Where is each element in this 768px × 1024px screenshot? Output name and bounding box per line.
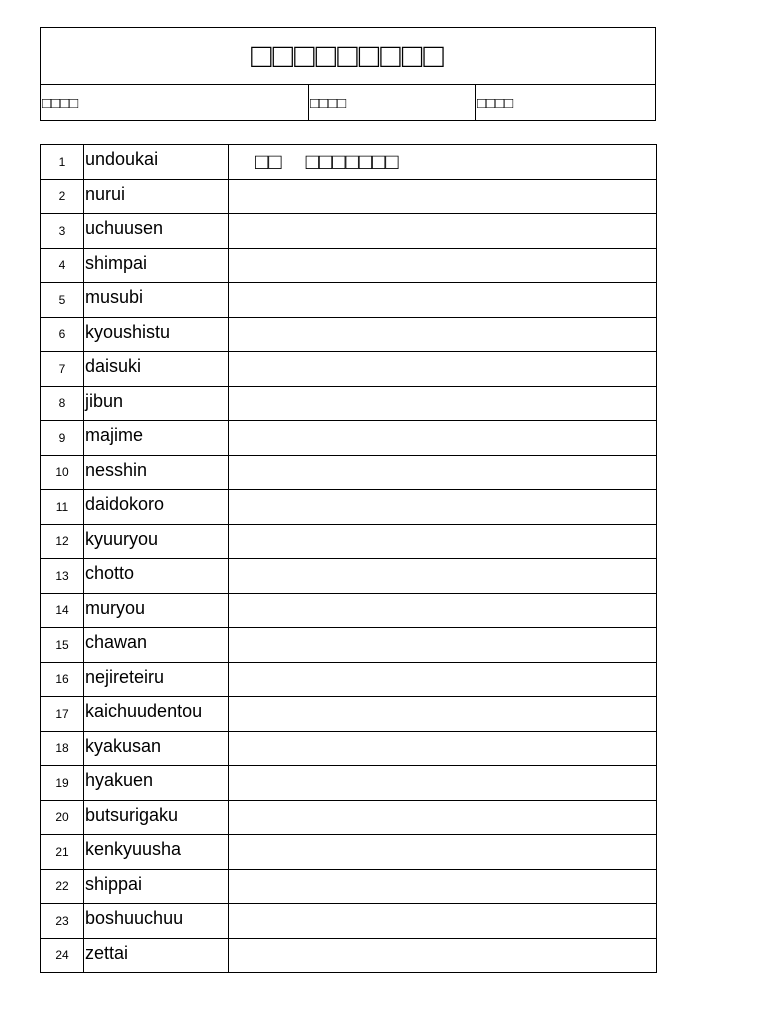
romaji-word: jibun bbox=[84, 386, 229, 421]
row-number: 19 bbox=[41, 766, 84, 801]
row-number: 18 bbox=[41, 731, 84, 766]
row-number: 6 bbox=[41, 317, 84, 352]
row-number: 2 bbox=[41, 179, 84, 214]
table-row bbox=[41, 697, 657, 732]
row-number: 13 bbox=[41, 559, 84, 594]
answer-header-text: □□□□□□□ bbox=[305, 149, 399, 174]
answer-cell[interactable] bbox=[229, 628, 657, 663]
info-field-1: □□□□ bbox=[41, 85, 309, 121]
row-number: 20 bbox=[41, 800, 84, 835]
table-row bbox=[41, 800, 657, 835]
word-table bbox=[40, 144, 657, 973]
row-number: 8 bbox=[41, 386, 84, 421]
table-row bbox=[41, 731, 657, 766]
answer-cell[interactable] bbox=[229, 179, 657, 214]
answer-cell[interactable] bbox=[229, 352, 657, 387]
row-number: 12 bbox=[41, 524, 84, 559]
romaji-word: chawan bbox=[84, 628, 229, 663]
answer-cell[interactable] bbox=[229, 593, 657, 628]
answer-cell[interactable] bbox=[229, 662, 657, 697]
romaji-word: shimpai bbox=[84, 248, 229, 283]
table-row bbox=[41, 835, 657, 870]
table-row bbox=[41, 386, 657, 421]
romaji-word: daidokoro bbox=[84, 490, 229, 525]
table-row bbox=[41, 248, 657, 283]
romaji-word: kaichuudentou bbox=[84, 697, 229, 732]
table-row bbox=[41, 628, 657, 663]
answer-header-label: □□ bbox=[255, 149, 282, 174]
table-row bbox=[41, 593, 657, 628]
table-row bbox=[41, 938, 657, 973]
answer-cell[interactable] bbox=[229, 559, 657, 594]
answer-cell[interactable] bbox=[229, 731, 657, 766]
romaji-word: undoukai bbox=[84, 145, 229, 180]
info-field-2: □□□□ bbox=[309, 85, 476, 121]
row-number: 17 bbox=[41, 697, 84, 732]
answer-cell[interactable] bbox=[229, 490, 657, 525]
romaji-word: kyakusan bbox=[84, 731, 229, 766]
romaji-word: daisuki bbox=[84, 352, 229, 387]
table-row bbox=[41, 421, 657, 456]
row-number: 3 bbox=[41, 214, 84, 249]
answer-cell[interactable] bbox=[229, 800, 657, 835]
table-row bbox=[41, 904, 657, 939]
table-row bbox=[41, 179, 657, 214]
answer-cell[interactable] bbox=[229, 766, 657, 801]
romaji-word: kyoushistu bbox=[84, 317, 229, 352]
answer-cell[interactable] bbox=[229, 317, 657, 352]
answer-cell[interactable] bbox=[229, 283, 657, 318]
answer-cell[interactable] bbox=[229, 697, 657, 732]
romaji-word: majime bbox=[84, 421, 229, 456]
romaji-word: nesshin bbox=[84, 455, 229, 490]
romaji-word: chotto bbox=[84, 559, 229, 594]
answer-cell[interactable] bbox=[229, 524, 657, 559]
answer-cell[interactable] bbox=[229, 835, 657, 870]
table-row bbox=[41, 455, 657, 490]
table-row bbox=[41, 869, 657, 904]
row-number: 4 bbox=[41, 248, 84, 283]
table-row bbox=[41, 524, 657, 559]
row-number: 24 bbox=[41, 938, 84, 973]
table-row bbox=[41, 317, 657, 352]
table-row bbox=[41, 145, 657, 180]
row-number: 15 bbox=[41, 628, 84, 663]
answer-cell[interactable] bbox=[229, 421, 657, 456]
table-row bbox=[41, 214, 657, 249]
answer-cell[interactable] bbox=[229, 386, 657, 421]
answer-cell[interactable] bbox=[229, 248, 657, 283]
table-row bbox=[41, 283, 657, 318]
row-number: 22 bbox=[41, 869, 84, 904]
romaji-word: musubi bbox=[84, 283, 229, 318]
row-number: 9 bbox=[41, 421, 84, 456]
romaji-word: nurui bbox=[84, 179, 229, 214]
table-row bbox=[41, 559, 657, 594]
row-number: 16 bbox=[41, 662, 84, 697]
row-number: 10 bbox=[41, 455, 84, 490]
answer-cell[interactable] bbox=[229, 455, 657, 490]
row-number: 14 bbox=[41, 593, 84, 628]
table-row bbox=[41, 352, 657, 387]
info-field-3: □□□□ bbox=[477, 94, 514, 112]
answer-cell[interactable] bbox=[229, 869, 657, 904]
answer-cell[interactable] bbox=[229, 938, 657, 973]
romaji-word: uchuusen bbox=[84, 214, 229, 249]
romaji-word: butsurigaku bbox=[84, 800, 229, 835]
answer-cell[interactable] bbox=[229, 145, 657, 180]
romaji-word: nejireteiru bbox=[84, 662, 229, 697]
row-number: 7 bbox=[41, 352, 84, 387]
answer-cell[interactable] bbox=[229, 904, 657, 939]
romaji-word: shippai bbox=[84, 869, 229, 904]
table-row bbox=[41, 662, 657, 697]
worksheet-title: □□□□□□□□□ bbox=[41, 28, 655, 85]
romaji-word: kyuuryou bbox=[84, 524, 229, 559]
row-number: 11 bbox=[41, 490, 84, 525]
row-number: 23 bbox=[41, 904, 84, 939]
romaji-word: boshuuchuu bbox=[84, 904, 229, 939]
table-row bbox=[41, 490, 657, 525]
romaji-word: muryou bbox=[84, 593, 229, 628]
romaji-word: zettai bbox=[84, 938, 229, 973]
row-number: 1 bbox=[41, 145, 84, 180]
table-row bbox=[41, 766, 657, 801]
row-number: 5 bbox=[41, 283, 84, 318]
romaji-word: hyakuen bbox=[84, 766, 229, 801]
worksheet-header bbox=[40, 27, 656, 121]
row-number: 21 bbox=[41, 835, 84, 870]
info-row bbox=[41, 85, 655, 121]
answer-cell[interactable] bbox=[229, 214, 657, 249]
romaji-word: kenkyuusha bbox=[84, 835, 229, 870]
